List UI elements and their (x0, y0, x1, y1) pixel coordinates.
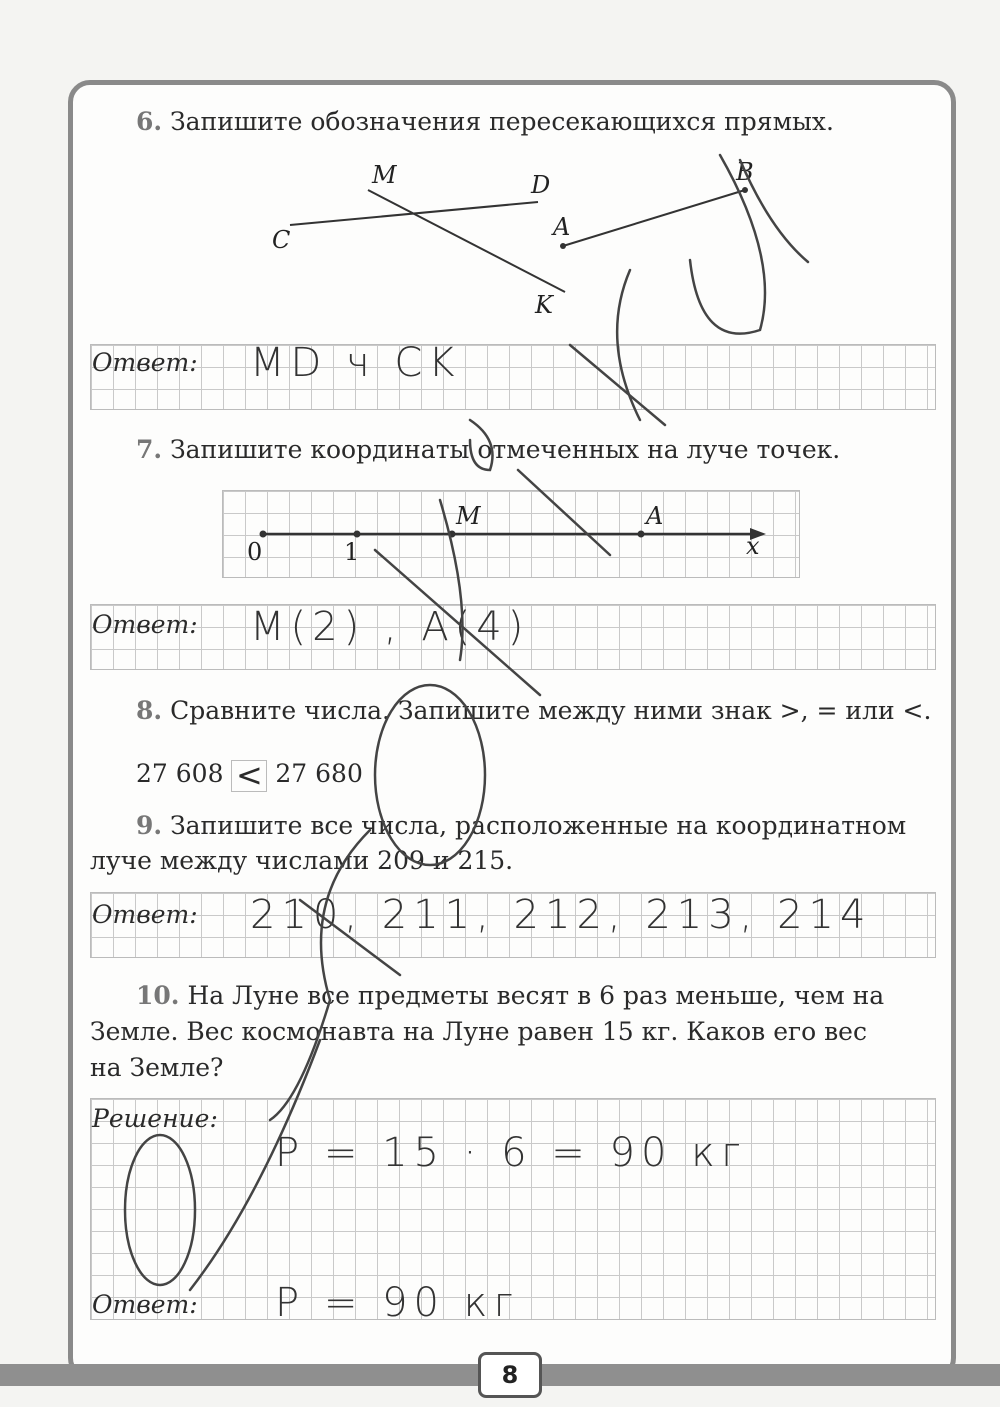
task-10-heading (136, 978, 884, 1014)
task-9-number: 9. (136, 811, 163, 840)
task-6-text: Запишите обозначения пересекающихся прямых. (170, 107, 834, 136)
task-8-number: 8. (136, 696, 163, 725)
label-m: M (372, 161, 397, 189)
task-10-answer-handwriting: P = 90 кг (275, 1280, 520, 1326)
label-k: K (535, 291, 553, 319)
label-a: A (553, 213, 571, 241)
task-10-solution-handwriting: P = 15 · 6 = 90 кг (275, 1130, 747, 1176)
ray-point-1 (354, 531, 361, 538)
ray-point-m (449, 531, 456, 538)
label-c: C (272, 226, 291, 254)
task-8-sign-box[interactable]: < (231, 760, 267, 792)
task-9-answer-label: Ответ: (92, 900, 198, 929)
ray-point-a (638, 531, 645, 538)
ray-label-0: 0 (247, 538, 263, 566)
task-6-figure (0, 0, 1000, 340)
label-b: B (736, 158, 754, 186)
task-7-answer-label: Ответ: (92, 610, 198, 639)
ray-label-1: 1 (344, 538, 360, 566)
task-6-answer-label: Ответ: (92, 348, 198, 377)
task-9-heading (136, 808, 906, 844)
task-8-right-number: 27 680 (275, 759, 363, 788)
ray-point-0 (260, 531, 267, 538)
task-10-answer-label: Ответ: (92, 1290, 198, 1319)
task-8-left-number: 27 608 (136, 759, 224, 788)
task-8-comparison (136, 756, 363, 792)
task-10-number: 10. (136, 981, 180, 1010)
task-7-ray (0, 490, 1000, 610)
point-a-dot (560, 243, 566, 249)
task-8-heading (136, 693, 931, 729)
task-10-solution-label: Решение: (92, 1104, 218, 1133)
task-6-answer-grid[interactable] (90, 344, 936, 410)
ray-label-x: x (746, 532, 760, 560)
page-number: 8 (478, 1352, 542, 1398)
task-8-text: Сравните числа. Запишите между ними знак >, = или <. (170, 696, 932, 725)
task-6-answer-handwriting: MD ч CK (250, 340, 461, 386)
task-10-text-line1: На Луне все предметы весят в 6 раз меньше, чем на (187, 981, 885, 1010)
task-9-text-line1: Запишите все числа, расположенные на координатном (170, 811, 907, 840)
task-9-text-line2: луче между числами 209 и 215. (90, 846, 514, 875)
task-10-text-line3: на Земле? (90, 1053, 224, 1082)
task-7-text: Запишите координаты отмеченных на луче точек. (170, 435, 841, 464)
ray-label-m: M (456, 502, 481, 530)
task-7-heading (136, 432, 840, 468)
task-9-answer-handwriting: 210, 211, 212, 213, 214 (250, 892, 872, 938)
task-10-text-line2: Земле. Вес космонавта на Луне равен 15 кг. Каков его вес (90, 1017, 867, 1046)
task-6-number: 6. (136, 107, 163, 136)
line-mk (368, 190, 565, 292)
ray-label-a: A (646, 502, 664, 530)
task-7-number: 7. (136, 435, 163, 464)
segment-ab (563, 190, 745, 246)
label-d: D (531, 171, 551, 199)
task-7-answer-handwriting: M(2) , A(4) (250, 604, 530, 650)
point-b-dot (742, 187, 748, 193)
